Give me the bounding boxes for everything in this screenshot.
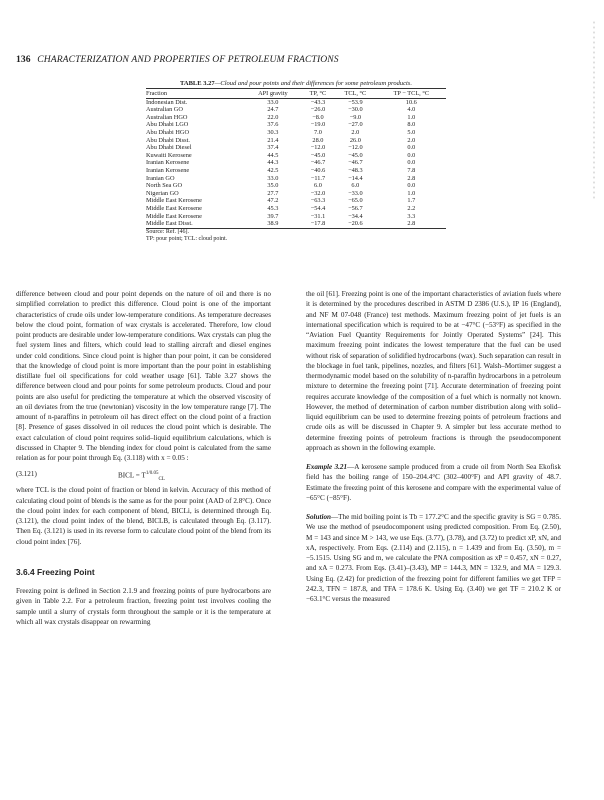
table-row	[146, 152, 446, 160]
table-cell: 6.0	[351, 182, 360, 190]
table-cell: 44.3	[267, 159, 279, 167]
left-column	[16, 289, 271, 627]
table-cell: 37.6	[267, 121, 279, 129]
table-cell: 39.7	[267, 212, 279, 220]
table-cell: −45.0	[310, 151, 326, 159]
table-cell: Middle East Kerosene	[146, 197, 202, 205]
table-cell: −65.0	[348, 197, 363, 205]
table-cell: −12.0	[348, 144, 363, 152]
table-cell: −56.7	[348, 204, 363, 212]
equation-exponent: 1/0.05	[145, 471, 159, 477]
table-cell: 1.0	[407, 113, 416, 121]
table-row	[146, 197, 446, 205]
table-cell: 30.3	[267, 128, 279, 136]
table-row	[146, 144, 446, 152]
table-cell: 7.8	[407, 166, 416, 174]
table-cell: 33.0	[267, 98, 279, 106]
table-cell: Australian HGO	[146, 113, 188, 121]
table-cell: −14.4	[348, 174, 363, 182]
table-cell: 2.8	[377, 220, 446, 228]
table-cell: −9.0	[349, 113, 362, 121]
table-notes	[146, 229, 446, 244]
table-cell: −31.1	[310, 212, 326, 220]
table-cell: −40.6	[310, 166, 326, 174]
table-cell: −45.0	[348, 151, 363, 159]
data-table	[146, 88, 446, 229]
table-cell: Iranian GO	[146, 174, 175, 182]
table-cell: −27.0	[348, 121, 363, 129]
table-cell: 1.0	[407, 189, 416, 197]
table-cell: Iranian Kerosene	[146, 166, 190, 174]
table-cell: 6.0	[314, 182, 322, 190]
section-heading: 3.6.4 Freezing Point	[16, 566, 95, 577]
table-cell: 0.0	[407, 159, 416, 167]
table-cell: 44.5	[267, 151, 279, 159]
table-cell: 24.7	[267, 106, 279, 114]
table-cell: −48.3	[348, 166, 363, 174]
table-cell: −11.7	[310, 174, 326, 182]
table-cell: 10.6	[405, 98, 417, 106]
table-cell: −19.0	[310, 121, 326, 129]
table-cell: North Sea GO	[146, 182, 183, 190]
table-cell: 2.8	[407, 174, 416, 182]
left-paragraph-3: Freezing point is defined in Section 2.1.9 and freezing points of pure hydrocarbons are given in Table 2.2. For a petroleum fraction, freezing point test involves cooling the sample until a slurry of crystals form throughout the sample or it is the temperature at which all wax crystals disappear on rewarming	[16, 587, 271, 626]
equation-subscript: CL	[158, 477, 165, 483]
table-cell: −8.0	[312, 113, 324, 121]
example-heading: Example 3.21	[306, 463, 348, 471]
table-row	[146, 182, 446, 190]
table-cell: 0.0	[407, 144, 416, 152]
table-note: TP: pour point; TCL: cloud point.	[146, 236, 228, 243]
table-row	[146, 121, 446, 129]
page-number: 136	[16, 54, 31, 65]
running-title: CHARACTERIZATION AND PROPERTIES OF PETROLEUM FRACTIONS	[37, 54, 339, 65]
running-header	[16, 54, 576, 65]
table-cell: −12.0	[310, 144, 326, 152]
table-cell: Indonesian Dist.	[146, 98, 188, 106]
table-3-27	[146, 80, 446, 244]
table-cell: 28.0	[312, 136, 324, 144]
table-row	[146, 114, 446, 122]
solution	[306, 512, 561, 604]
table-source: Source: Ref. [46].	[146, 228, 189, 235]
table-row	[146, 167, 446, 175]
table-cell: −26.0	[310, 106, 326, 114]
table-row	[146, 159, 446, 167]
table-cell: −46.7	[348, 159, 363, 167]
table-caption-text: —Cloud and pour points and their differences for some petroleum products.	[214, 80, 412, 87]
page-edge-dots	[592, 20, 596, 200]
solution-text: —The mid boiling point is Tb = 177.2°C and the specific gravity is SG = 0.785. We use the method of pseudocomponent using predicted composition. From Eq. (2.50), M = 143 and since M > 143, we use Eqs. (3.77), (3.78), and (3.72) to predict xP, xN, and xA, respectively. From Eqs. (2.114) and (2.115), n = 1.439 and from Eq. (3.50), m = −5.1515. Using SG and m, we calculate the PNA composition as xP = 0.457, xN = 0.27, and xA = 0.273. From Eqs. (3.41)–(3.43), MP = 144.3, MN = 132.9, and MA = 129.3. Using Eq. (2.42) for prediction of the freezing point for different families we get TFP = 242.3, TFN = 187.8, and TFA = 178.6 K. Using Eq. (3.40) we get TF = 210.2 K or −63.1°C versus the measured	[306, 513, 561, 603]
table-cell: 0.0	[407, 151, 416, 159]
table-header-row	[146, 89, 446, 99]
table-cell: 33.0	[267, 174, 279, 182]
table-row	[146, 129, 446, 137]
table-cell: Middle East Kerosene	[146, 204, 202, 212]
table-cell: 26.0	[349, 136, 361, 144]
table-cell: 3.3	[407, 212, 416, 220]
right-paragraph-1: the oil [61]. Freezing point is one of the important characteristics of aviation fuels where it is determined by the procedures described in ASTM D 2386 (U.S.), IP 16 (England), and NF M 07-048 (France) test methods. Maximum freezing point of jet fuels is an international specification which is required to be at −47°C (−53°F) as specified in the “Aviation Fuel Quantity Requirements for Jointly Operated Systems” [24]. This maximum freezing point indicates the lowest temperature that the fuel can be used without risk of separation of solidified hydrocarbons (wax). Such separation can result in the blockage in fuel tank, pipelines, nozzles, and filters [61]. Walsh–Mortimer suggest a thermodynamic model based on the solubility of n-paraffin hydrocarbons in a petroleum mixture to determine the freezing point [71]. Accurate determination of freezing point requires accurate knowledge of the composition of a fuel which is normally not known. However, the method of determination of carbon number distribution along with solid–liquid equilibrium can be used to determine freezing points of petroleum fractions and crude oils as will be discussed in Chapter 9. A simpler but less accurate method to determine freezing points of petroleum fractions is through the pseudocomponent approach as shown in the following example.	[306, 290, 561, 452]
table-row	[146, 98, 446, 106]
table-cell: 27.7	[267, 189, 279, 197]
table-cell: −30.0	[348, 106, 363, 114]
example-text: —A kerosene sample produced from a crude oil from North Sea Ekofisk field has the boiling range of 150–204.4°C (302–400°F) and API gravity of 48.7. Estimate the freezing point of this kerosene and compare with the experimental value of −65°C (−85°F).	[306, 463, 561, 502]
solution-heading: Solution	[306, 513, 332, 521]
table-row	[146, 175, 446, 183]
table-cell: −34.4	[348, 212, 363, 220]
table-cell: 8.0	[407, 121, 416, 129]
table-cell: 2.0	[407, 136, 416, 144]
table-cell: Abu Dhabi Disst.	[146, 136, 190, 144]
table-cell: −32.0	[310, 189, 326, 197]
table-cell: 22.0	[267, 113, 279, 121]
example-3-21	[306, 462, 561, 503]
table-cell: 45.3	[267, 204, 279, 212]
table-cell: 4.0	[407, 106, 416, 114]
table-body	[146, 98, 446, 228]
table-cell: 42.5	[267, 166, 279, 174]
table-cell: −43.3	[310, 98, 326, 106]
equation-lhs: BICL = T	[118, 471, 146, 480]
table-cell: Abu Dhabi LGO	[146, 121, 189, 129]
table-header-cell: TP − TCL, °C	[377, 89, 446, 99]
table-cell: 2.2	[407, 204, 416, 212]
table-row	[146, 213, 446, 221]
table-cell: 21.4	[267, 136, 279, 144]
table-header-cell: TP, °C	[302, 89, 334, 99]
equation-number: (3.121)	[16, 470, 37, 479]
table-label: TABLE 3.27	[180, 80, 215, 87]
table-cell: −53.9	[348, 98, 363, 106]
equation-3-121	[16, 465, 271, 483]
table-header-cell: API gravity	[244, 89, 302, 99]
table-cell: −54.4	[310, 204, 326, 212]
table-row	[146, 205, 446, 213]
table-cell: Iranian Kerosene	[146, 159, 190, 167]
table-cell: 35.0	[267, 182, 279, 190]
table-cell: 47.2	[267, 197, 279, 205]
table-cell: Nigerian GO	[146, 189, 179, 197]
table-cell: −20.6	[334, 220, 377, 228]
table-cell: Kuwaiti Kerosene	[146, 151, 192, 159]
table-cell: 2.0	[351, 128, 360, 136]
table-cell: Abu Dhabi HGO	[146, 128, 190, 136]
table-cell: −46.7	[310, 159, 326, 167]
right-column	[306, 289, 561, 604]
table-cell: −17.8	[302, 220, 334, 228]
equation-body	[118, 469, 165, 485]
left-paragraph-2: where TCL is the cloud point of fraction or blend in kelvin. Accuracy of this method of calculating cloud point of blends is the same as for the pour point (AAD of 2.8°C). Once the cloud point index for each component of blend, BICLi, is determined through Eq. (3.121), the cloud point index of the blend, BICLB, is calculated through Eq. (3.117). Then Eq. (3.121) is used in its reverse form to calculate cloud point of the blend from its cloud point index [76].	[16, 486, 271, 546]
table-cell: Middle East Kerosene	[146, 212, 202, 220]
left-paragraph-1: difference between cloud and pour point depends on the nature of oil and there is no simplified correlation to predict this difference. Cloud point is one of the important characteristics of crude oils under low-temperature conditions. As temperature decreases below the cloud point, formation of wax crystals is accelerated. Therefore, low cloud point products are desirable under low-temperature conditions. Wax crystals can plug the fuel system lines and filters, which could lead to stalling aircraft and diesel engines under cold conditions. Since cloud point is higher than pour point, it can be considered that the knowledge of cloud point is more important than the pour point in establishing distillate fuel oil specifications for cold weather usage [61]. Table 3.27 shows the difference between cloud and pour points for some petroleum products. Cloud and pour points are also useful for predicting the temperature at which the observed viscosity of an oil deviates from the true (newtonian) viscosity in the low temperature range [7]. The amount of n-paraffins in petroleum oil has direct effect on the cloud point of a fraction [8]. Presence of gases dissolved in oil reduces the cloud point which is desirable. The exact calculation of cloud point requires solid–liquid equilibrium calculations, which is discussed in Chapter 9. The blending index for cloud point is calculated from the same relation as for pour point through Eq. (3.118) with x = 0.05 :	[16, 290, 271, 462]
table-cell: Middle East Disst.	[146, 220, 244, 228]
table-cell: 1.7	[407, 197, 416, 205]
table-row	[146, 137, 446, 145]
table-header-cell: TCL, °C	[334, 89, 377, 99]
table-cell: 5.0	[407, 128, 416, 136]
table-cell: 37.4	[267, 144, 279, 152]
table-row	[146, 190, 446, 198]
table-header-cell: Fraction	[146, 89, 244, 99]
table-cell: Abu Dhabi Diesel	[146, 144, 192, 152]
table-row	[146, 106, 446, 114]
table-cell: 7.0	[314, 128, 322, 136]
table-row	[146, 220, 446, 228]
table-cell: −33.0	[348, 189, 363, 197]
table-caption	[146, 80, 446, 87]
table-cell: −63.3	[310, 197, 326, 205]
table-cell: 0.0	[407, 182, 416, 190]
table-cell: Australian GO	[146, 106, 183, 114]
table-cell: 38.9	[244, 220, 302, 228]
